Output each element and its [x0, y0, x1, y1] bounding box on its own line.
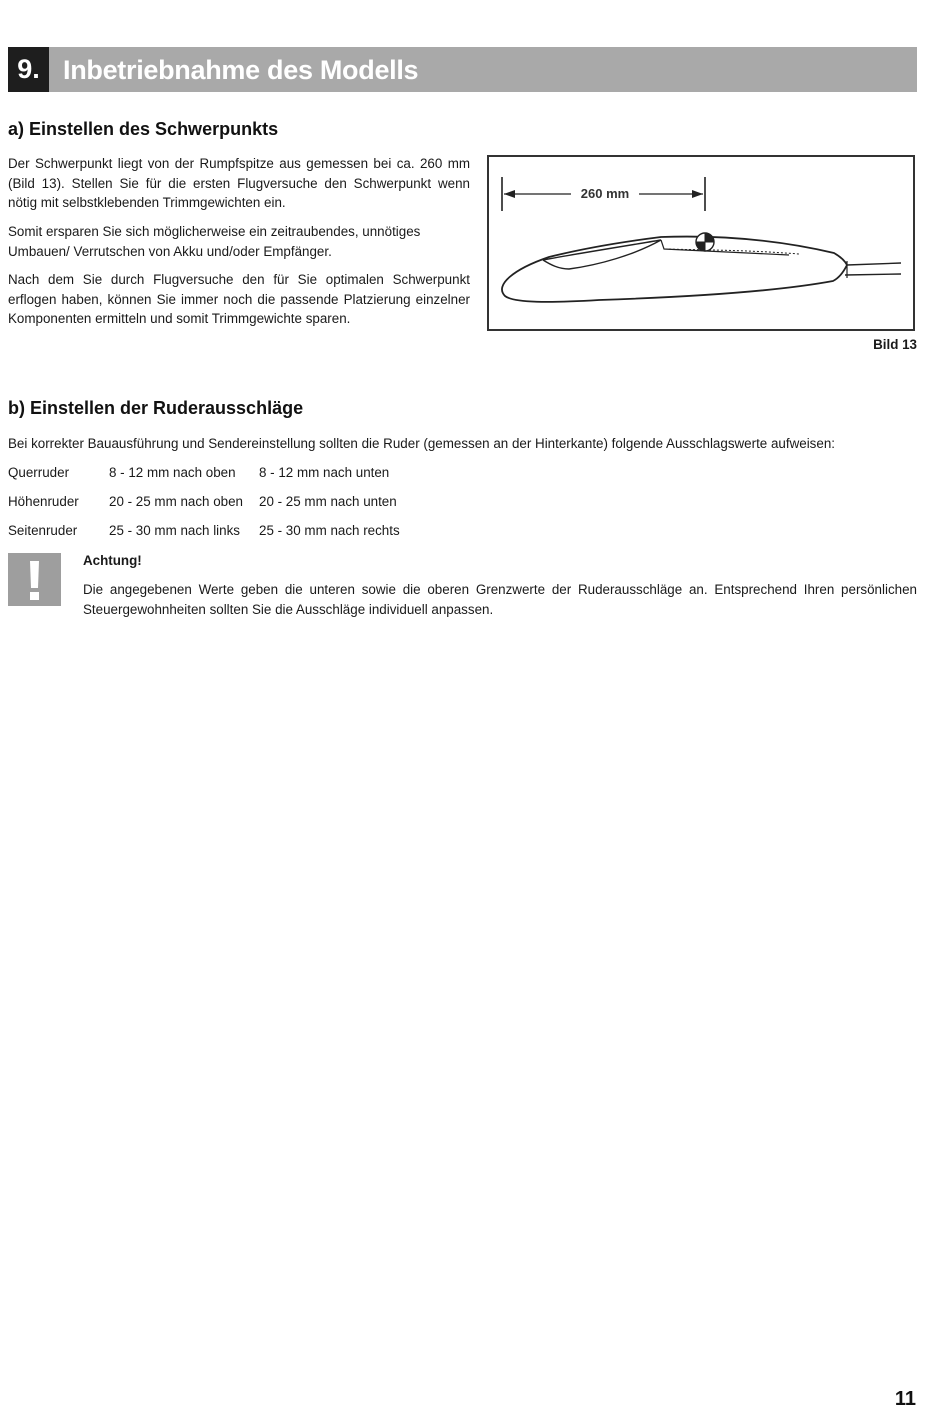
page-number: 11: [894, 1388, 916, 1410]
rudder-value-2: 25 - 30 mm nach rechts: [259, 523, 400, 538]
section-a-paragraph-2: Somit ersparen Sie sich möglicherweise ein zeitraubendes, unnötiges Umbauen/ Verrutschen von Akku und/oder Empfänger.: [8, 224, 421, 259]
rudder-value-2: 8 - 12 mm nach unten: [259, 465, 390, 480]
chapter-header: [8, 47, 917, 92]
section-a-paragraph-1: Der Schwerpunkt liegt von der Rumpfspitze aus gemessen bei ca. 260 mm (Bild 13). Stellen Sie für die ersten Flugversuche den Schwerpunkt wenn nötig mit selbstklebenden Trimmgewichten ein.: [8, 156, 470, 210]
rudder-value-1: 20 - 25 mm nach oben: [109, 494, 243, 509]
rudder-name: Querruder: [8, 465, 70, 480]
rudder-name: Seitenruder: [8, 523, 78, 538]
tail-boom-bottom: [845, 274, 901, 275]
section-b-heading: b) Einstellen der Ruderausschläge: [8, 398, 304, 418]
fuselage-outline: [502, 237, 847, 302]
section-a-heading: a) Einstellen des Schwerpunkts: [8, 119, 279, 139]
rudder-name: Höhenruder: [8, 494, 79, 509]
rudder-value-2: 20 - 25 mm nach unten: [259, 494, 397, 509]
chapter-number: 9.: [8, 47, 49, 92]
dimension-arrow-right: [692, 190, 703, 198]
dimension-arrow-left: [504, 190, 515, 198]
center-of-gravity-figure: [487, 155, 915, 331]
exclamation-icon: [8, 553, 61, 606]
figure-caption: Bild 13: [873, 337, 917, 352]
tail-boom-top: [847, 263, 901, 265]
canopy-top: [543, 240, 661, 260]
wing-dashed-line: [665, 249, 799, 254]
warning-text: Die angegebenen Werte geben die unteren sowie die oberen Grenzwerte der Ruderausschläge an. Entsprechend Ihren persönlichen Steuergewohnheiten sollten Sie die Ausschläge individuell anpassen.: [83, 582, 917, 617]
warning-title: Achtung!: [83, 553, 142, 568]
fuselage-drawing: [489, 157, 913, 329]
rudder-value-1: 25 - 30 mm nach links: [109, 523, 240, 538]
section-a-paragraph-3: Nach dem Sie durch Flugversuche den für Sie optimalen Schwerpunkt erflogen haben, können Sie immer noch die passende Platzierung einzelner Komponenten ermitteln und somit Trimmgewichte sparen.: [8, 272, 470, 326]
dimension-label: 260 mm: [580, 186, 630, 201]
rudder-value-1: 8 - 12 mm nach oben: [109, 465, 236, 480]
section-b-intro: Bei korrekter Bauausführung und Sendereinstellung sollten die Ruder (gemessen an der Hinterkante) folgende Ausschlagswerte aufweisen:: [8, 436, 835, 451]
cg-marker-quadrant-1: [705, 233, 714, 242]
chapter-title: Inbetriebnahme des Modells: [63, 55, 419, 85]
